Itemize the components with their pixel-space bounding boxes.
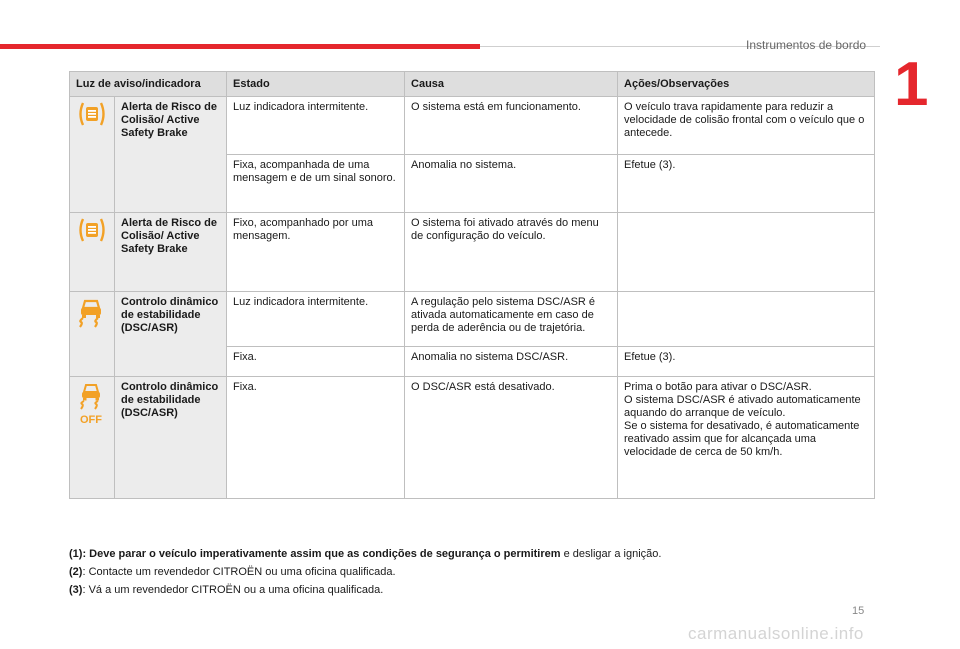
causa-cell: O DSC/ASR está desativado.	[405, 377, 618, 499]
col-header-causa: Causa	[405, 72, 618, 97]
acoes-cell: Prima o botão para ativar o DSC/ASR. O sistema DSC/ASR é ativado automaticamente aquando do arranque de veículo. Se o sistema for desativado, é automaticamente reativado assim que for alcançada uma velocidade de cerca de 50 km/h.	[618, 377, 875, 499]
col-header-acoes: Ações/Observações	[618, 72, 875, 97]
table-row	[70, 377, 875, 499]
col-header-estado: Estado	[227, 72, 405, 97]
header-accent-bar	[0, 44, 480, 49]
table-row	[70, 213, 875, 292]
causa-cell: Anomalia no sistema.	[405, 155, 618, 213]
warning-lights-table	[69, 71, 875, 499]
footnote: (2): Contacte um revendedor CITROËN ou uma oficina qualificada.	[69, 566, 396, 578]
acoes-cell	[618, 292, 875, 347]
acoes-cell: O veículo trava rapidamente para reduzir a velocidade de colisão frontal com o veículo que o antecede.	[618, 97, 875, 155]
warning-name: Controlo dinâmico de estabilidade (DSC/ASR)	[115, 292, 227, 377]
page-number: 15	[852, 605, 865, 617]
off-label: OFF	[80, 414, 102, 425]
causa-cell: O sistema está em funcionamento.	[405, 97, 618, 155]
section-title: Instrumentos de bordo	[746, 38, 867, 52]
collision-warning-icon	[76, 101, 108, 131]
estado-cell: Fixa, acompanhada de uma mensagem e de um sinal sonoro.	[227, 155, 405, 213]
warning-name: Alerta de Risco de Colisão/ Active Safety Brake	[115, 213, 227, 292]
table-row	[70, 292, 875, 347]
footnotes	[69, 548, 661, 602]
table-header-row	[70, 72, 875, 97]
table-row	[70, 97, 875, 155]
estado-cell: Fixa.	[227, 347, 405, 377]
chapter-number: 1	[894, 50, 929, 119]
footnote: (1): Deve parar o veículo imperativamente assim que as condições de segurança o permitirem e desligar a ignição.	[69, 548, 662, 560]
stability-control-off-icon	[76, 381, 106, 429]
acoes-cell: Efetue (3).	[618, 155, 875, 213]
stability-control-icon	[76, 296, 106, 332]
causa-cell: O sistema foi ativado através do menu de configuração do veículo.	[405, 213, 618, 292]
estado-cell: Luz indicadora intermitente.	[227, 292, 405, 347]
estado-cell: Fixo, acompanhado por uma mensagem.	[227, 213, 405, 292]
estado-cell: Fixa.	[227, 377, 405, 499]
watermark: carmanualsonline.info	[688, 624, 864, 643]
estado-cell: Luz indicadora intermitente.	[227, 97, 405, 155]
acoes-cell	[618, 213, 875, 292]
warning-name: Controlo dinâmico de estabilidade (DSC/ASR)	[115, 377, 227, 499]
causa-cell: Anomalia no sistema DSC/ASR.	[405, 347, 618, 377]
col-header-warning-light: Luz de aviso/indicadora	[70, 72, 227, 97]
causa-cell: A regulação pelo sistema DSC/ASR é ativada automaticamente em caso de perda de aderência ou de trajetória.	[405, 292, 618, 347]
warning-name: Alerta de Risco de Colisão/ Active Safety Brake	[115, 97, 227, 213]
footnote: (3): Vá a um revendedor CITROËN ou a uma oficina qualificada.	[69, 584, 384, 596]
collision-warning-icon	[76, 217, 108, 247]
acoes-cell: Efetue (3).	[618, 347, 875, 377]
